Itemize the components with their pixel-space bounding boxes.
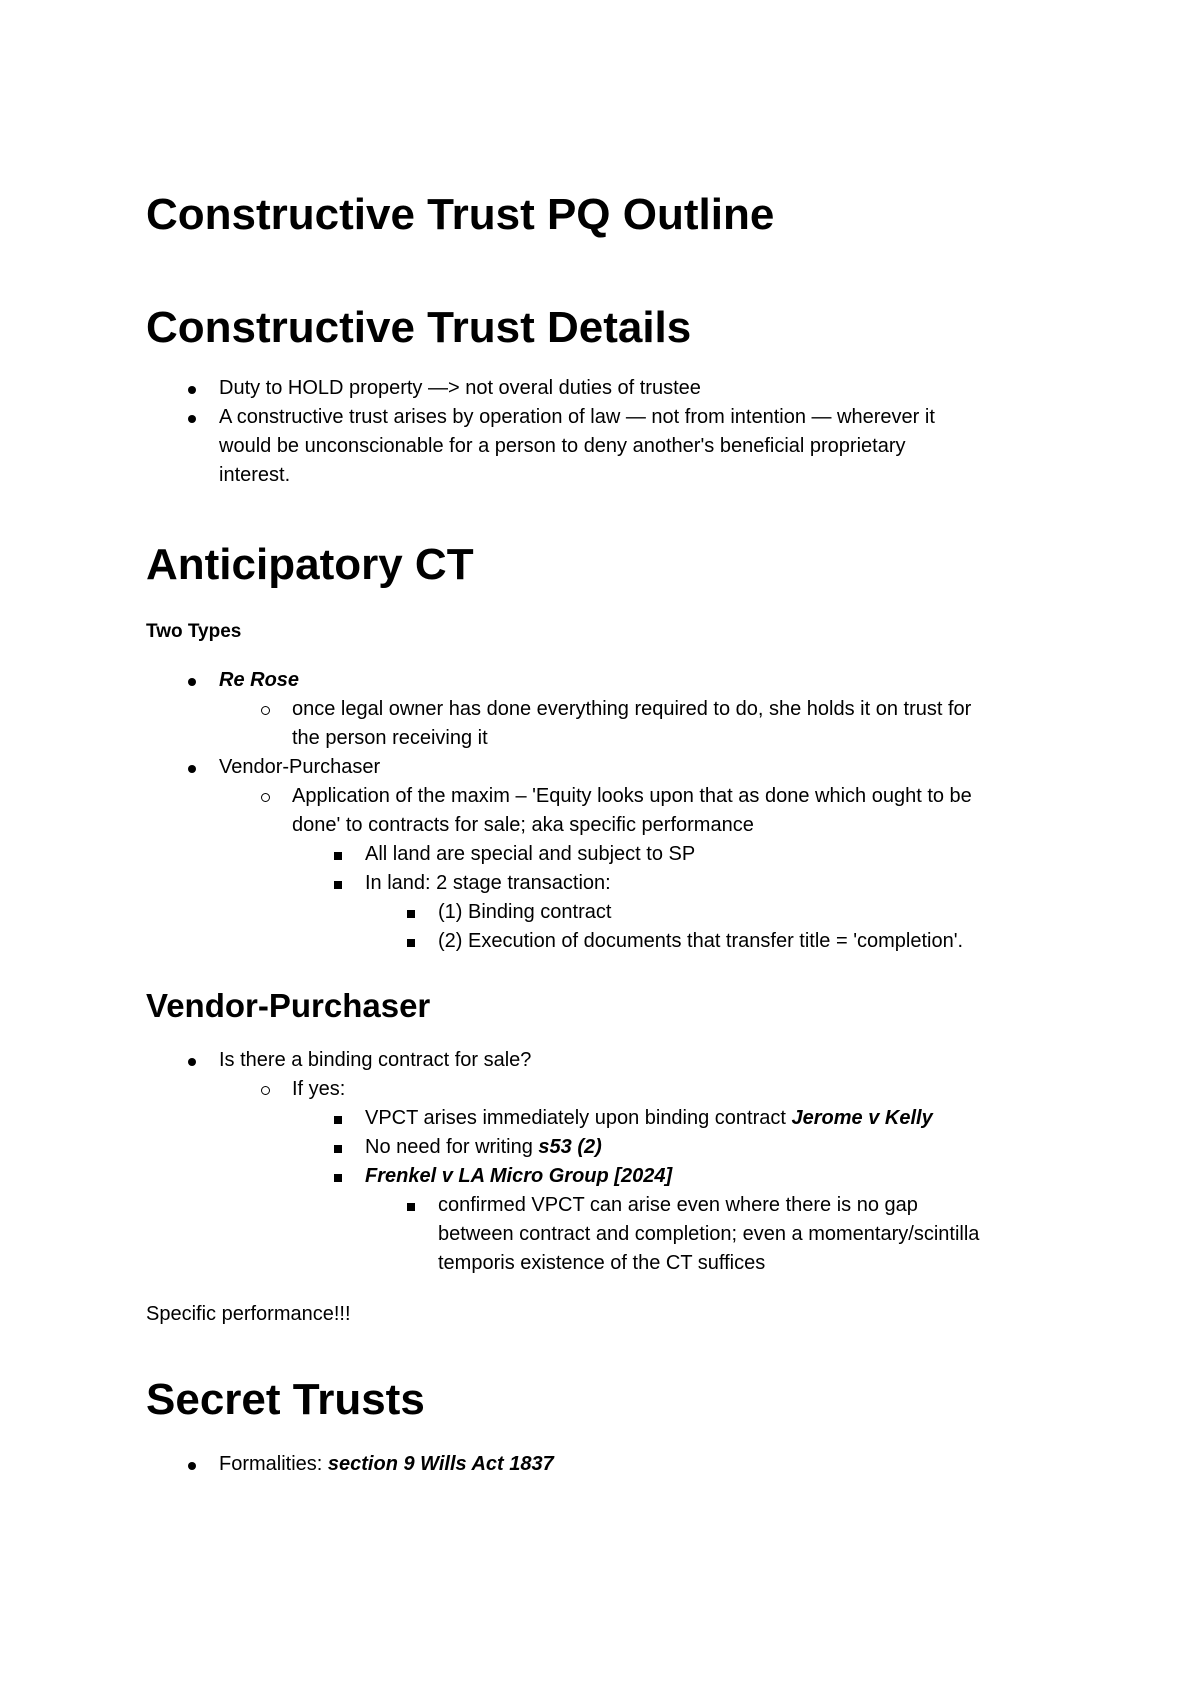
list-item: If yes: (146, 1075, 1066, 1104)
bullet-dot-icon (182, 403, 202, 432)
list-item: Application of the maxim – 'Equity looks upon that as done which ought to be done' to contracts for sale; aka specific performance (146, 782, 1066, 840)
list-item: No need for writing s53 (2) (146, 1133, 1066, 1162)
list-item: (1) Binding contract (146, 898, 1066, 927)
bullet-square-icon (328, 1133, 348, 1162)
note-specific-performance: Specific performance!!! (146, 1303, 351, 1326)
bullet-dot-icon (182, 666, 202, 695)
bullet-square-icon (328, 1162, 348, 1191)
bullet-square-icon (401, 898, 421, 927)
document-page (146, 190, 1066, 1479)
bullet-square-icon (328, 1104, 348, 1133)
bullet-dot-icon (182, 374, 202, 403)
bullet-square-icon (401, 1191, 421, 1220)
bullet-dot-icon (182, 1450, 202, 1479)
bullet-square-icon (328, 869, 348, 898)
bullet-circle-icon (255, 695, 275, 724)
list-item: All land are special and subject to SP (146, 840, 1066, 869)
bullet-dot-icon (182, 753, 202, 782)
heading-vendor-purchaser: Vendor-Purchaser (146, 986, 431, 1024)
bullet-square-icon (401, 927, 421, 956)
bullet-dot-icon (182, 1046, 202, 1075)
list-item: In land: 2 stage transaction: (146, 869, 1066, 898)
list-item: Vendor-Purchaser (146, 753, 1066, 782)
list-item: Formalities: section 9 Wills Act 1837 (146, 1450, 1066, 1479)
list-item: VPCT arises immediately upon binding contract Jerome v Kelly (146, 1104, 1066, 1133)
heading-anticipatory-ct: Anticipatory CT (146, 540, 474, 590)
heading-secret-trusts: Secret Trusts (146, 1375, 425, 1425)
list-item: Duty to HOLD property —> not overal duties of trustee (146, 374, 1066, 403)
bullet-circle-icon (255, 1075, 275, 1104)
bullet-square-icon (328, 840, 348, 869)
bullet-circle-icon (255, 782, 275, 811)
list-item: Re Rose (146, 666, 1066, 695)
heading-ct-details: Constructive Trust Details (146, 302, 692, 352)
list-item: (2) Execution of documents that transfer title = 'completion'. (146, 927, 1066, 956)
list-item: confirmed VPCT can arise even where there is no gap between contract and completion; even a momentary/scintilla temporis existence of the CT suffices (146, 1191, 1066, 1278)
list-item: once legal owner has done everything required to do, she holds it on trust for the person receiving it (146, 695, 1066, 753)
list-item: Frenkel v LA Micro Group [2024] (146, 1162, 1066, 1191)
list-item: A constructive trust arises by operation of law — not from intention — wherever it would be unconscionable for a person to deny another's beneficial proprietary interest. (146, 403, 1066, 490)
subheading-two-types: Two Types (146, 620, 242, 642)
list-item: Is there a binding contract for sale? (146, 1046, 1066, 1075)
document-title: Constructive Trust PQ Outline (146, 190, 775, 239)
